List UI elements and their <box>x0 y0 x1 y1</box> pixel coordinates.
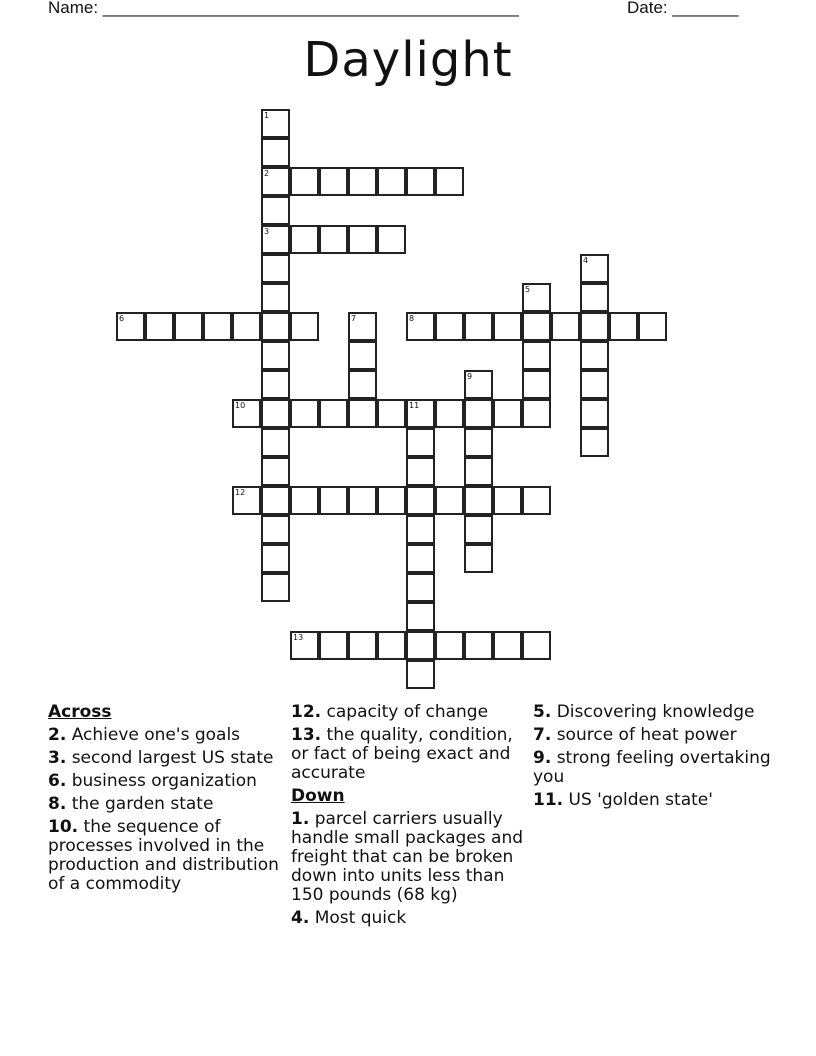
grid-cell[interactable] <box>406 602 435 631</box>
grid-cell[interactable] <box>232 399 261 428</box>
cell-number: 4 <box>583 256 589 265</box>
grid-cell[interactable] <box>348 312 377 341</box>
grid-cell[interactable] <box>203 312 232 341</box>
grid-cell[interactable] <box>348 341 377 370</box>
grid-cell[interactable] <box>290 399 319 428</box>
grid-cell[interactable] <box>435 399 464 428</box>
across-heading: Across <box>48 702 112 722</box>
grid-cell[interactable] <box>406 399 435 428</box>
clues-column-2 <box>291 703 526 932</box>
grid-cell[interactable] <box>290 486 319 515</box>
clue-number: 2. <box>48 725 67 745</box>
clue-number: 6. <box>48 771 67 791</box>
grid-cell[interactable] <box>261 225 290 254</box>
grid-cell[interactable] <box>406 457 435 486</box>
clue-text: the sequence of processes involved in the production and distribution of a commodity <box>48 817 279 894</box>
grid-cell[interactable] <box>377 631 406 660</box>
grid-cell[interactable] <box>261 312 290 341</box>
grid-cell[interactable] <box>232 486 261 515</box>
grid-cell[interactable] <box>348 167 377 196</box>
grid-cell[interactable] <box>261 370 290 399</box>
grid-cell[interactable] <box>406 486 435 515</box>
grid-cell[interactable] <box>174 312 203 341</box>
clue-across-10 <box>48 818 283 894</box>
clue-number: 4. <box>291 908 310 928</box>
clue-number: 9. <box>533 748 552 768</box>
clue-across-12 <box>291 703 526 722</box>
grid-cell[interactable] <box>551 312 580 341</box>
clue-number: 7. <box>533 725 552 745</box>
clue-down-9 <box>533 749 773 787</box>
grid-cell[interactable] <box>435 631 464 660</box>
clue-across-6 <box>48 772 283 791</box>
grid-cell[interactable] <box>580 428 609 457</box>
clue-text: strong feeling overtaking you <box>533 748 771 787</box>
grid-cell[interactable] <box>493 399 522 428</box>
clue-number: 1. <box>291 809 310 829</box>
grid-cell[interactable] <box>464 457 493 486</box>
clue-text: capacity of change <box>326 702 489 722</box>
grid-cell[interactable] <box>348 399 377 428</box>
cell-number: 9 <box>467 372 473 381</box>
grid-cell[interactable] <box>319 225 348 254</box>
grid-cell[interactable] <box>522 486 551 515</box>
grid-cell[interactable] <box>261 109 290 138</box>
grid-cell[interactable] <box>319 486 348 515</box>
cell-number: 8 <box>409 314 415 323</box>
grid-cell[interactable] <box>261 167 290 196</box>
grid-cell[interactable] <box>464 515 493 544</box>
grid-cell[interactable] <box>261 515 290 544</box>
grid-cell[interactable] <box>406 631 435 660</box>
grid-cell[interactable] <box>435 486 464 515</box>
clue-text: parcel carriers usually handle small packages and freight that can be broken down into units less than 150 pounds (68 kg) <box>291 809 524 905</box>
cell-number: 6 <box>119 314 125 323</box>
cell-number: 13 <box>293 633 304 642</box>
clue-text: the garden state <box>71 794 214 814</box>
grid-cell[interactable] <box>261 486 290 515</box>
grid-cell[interactable] <box>464 370 493 399</box>
grid-cell[interactable] <box>580 341 609 370</box>
grid-cell[interactable] <box>319 631 348 660</box>
grid-cell[interactable] <box>290 312 319 341</box>
clue-across-13 <box>291 726 526 783</box>
clue-text: Most quick <box>314 908 407 928</box>
grid-cell[interactable] <box>522 341 551 370</box>
grid-cell[interactable] <box>348 370 377 399</box>
clue-down-7 <box>533 726 773 745</box>
grid-cell[interactable] <box>348 225 377 254</box>
grid-cell[interactable] <box>493 486 522 515</box>
cell-number: 2 <box>264 169 270 178</box>
grid-cell[interactable] <box>116 312 145 341</box>
grid-cell[interactable] <box>493 631 522 660</box>
grid-cell[interactable] <box>377 167 406 196</box>
clues-column-3 <box>533 703 773 814</box>
grid-cell[interactable] <box>261 457 290 486</box>
grid-cell[interactable] <box>261 254 290 283</box>
date-field-label: Date: _______ <box>627 0 739 17</box>
grid-cell[interactable] <box>522 399 551 428</box>
grid-cell[interactable] <box>493 312 522 341</box>
clue-number: 12. <box>291 702 322 722</box>
clue-down-4 <box>291 909 526 928</box>
grid-cell[interactable] <box>580 399 609 428</box>
clue-text: Achieve one's goals <box>71 725 241 745</box>
grid-cell[interactable] <box>406 428 435 457</box>
grid-cell[interactable] <box>406 515 435 544</box>
cell-number: 5 <box>525 285 531 294</box>
grid-cell[interactable] <box>464 428 493 457</box>
grid-cell[interactable] <box>261 196 290 225</box>
grid-cell[interactable] <box>435 312 464 341</box>
name-field-label: Name: ____________________________________________ <box>48 0 519 17</box>
grid-cell[interactable] <box>580 312 609 341</box>
grid-cell[interactable] <box>406 167 435 196</box>
cell-number: 1 <box>264 111 270 120</box>
grid-cell[interactable] <box>261 138 290 167</box>
grid-cell[interactable] <box>464 399 493 428</box>
clue-across-3 <box>48 749 283 768</box>
clue-across-8 <box>48 795 283 814</box>
grid-cell[interactable] <box>464 631 493 660</box>
grid-cell[interactable] <box>348 486 377 515</box>
grid-cell[interactable] <box>406 544 435 573</box>
clue-number: 5. <box>533 702 552 722</box>
grid-cell[interactable] <box>377 399 406 428</box>
grid-cell[interactable] <box>522 631 551 660</box>
grid-cell[interactable] <box>464 486 493 515</box>
grid-cell[interactable] <box>435 167 464 196</box>
grid-cell[interactable] <box>580 370 609 399</box>
cell-number: 11 <box>409 401 420 410</box>
clue-text: business organization <box>71 771 257 791</box>
grid-cell[interactable] <box>145 312 174 341</box>
cell-number: 3 <box>264 227 270 236</box>
grid-cell[interactable] <box>319 399 348 428</box>
clue-down-1 <box>291 810 526 905</box>
grid-cell[interactable] <box>522 283 551 312</box>
clue-text: Discovering knowledge <box>556 702 755 722</box>
clue-text: US 'golden state' <box>568 790 713 810</box>
grid-cell[interactable] <box>261 283 290 312</box>
clue-text: second largest US state <box>71 748 274 768</box>
clue-number: 11. <box>533 790 564 810</box>
puzzle-title: Daylight <box>303 32 513 88</box>
grid-cell[interactable] <box>638 312 667 341</box>
grid-cell[interactable] <box>464 312 493 341</box>
grid-cell[interactable] <box>261 428 290 457</box>
clue-number: 13. <box>291 725 322 745</box>
grid-cell[interactable] <box>261 341 290 370</box>
grid-cell[interactable] <box>261 544 290 573</box>
grid-cell[interactable] <box>609 312 638 341</box>
clue-number: 3. <box>48 748 67 768</box>
grid-cell[interactable] <box>377 225 406 254</box>
grid-cell[interactable] <box>406 312 435 341</box>
grid-cell[interactable] <box>464 544 493 573</box>
grid-cell[interactable] <box>290 225 319 254</box>
grid-cell[interactable] <box>319 167 348 196</box>
clue-text: source of heat power <box>556 725 737 745</box>
grid-cell[interactable] <box>232 312 261 341</box>
cell-number: 7 <box>351 314 357 323</box>
clue-down-11 <box>533 791 773 810</box>
grid-cell[interactable] <box>522 370 551 399</box>
grid-cell[interactable] <box>377 486 406 515</box>
grid-cell[interactable] <box>261 573 290 602</box>
grid-cell[interactable] <box>406 573 435 602</box>
cell-number: 12 <box>235 488 246 497</box>
clue-number: 8. <box>48 794 67 814</box>
grid-cell[interactable] <box>348 631 377 660</box>
clue-number: 10. <box>48 817 79 837</box>
cell-number: 10 <box>235 401 246 410</box>
down-heading: Down <box>291 786 345 806</box>
grid-cell[interactable] <box>261 399 290 428</box>
grid-cell[interactable] <box>522 312 551 341</box>
grid-cell[interactable] <box>290 167 319 196</box>
clues-column-1 <box>48 703 283 898</box>
grid-cell[interactable] <box>406 660 435 689</box>
clue-down-5 <box>533 703 773 722</box>
grid-cell[interactable] <box>290 631 319 660</box>
clue-across-2 <box>48 726 283 745</box>
clue-text: the quality, condition, or fact of being exact and accurate <box>291 725 513 783</box>
grid-cell[interactable] <box>580 254 609 283</box>
grid-cell[interactable] <box>580 283 609 312</box>
